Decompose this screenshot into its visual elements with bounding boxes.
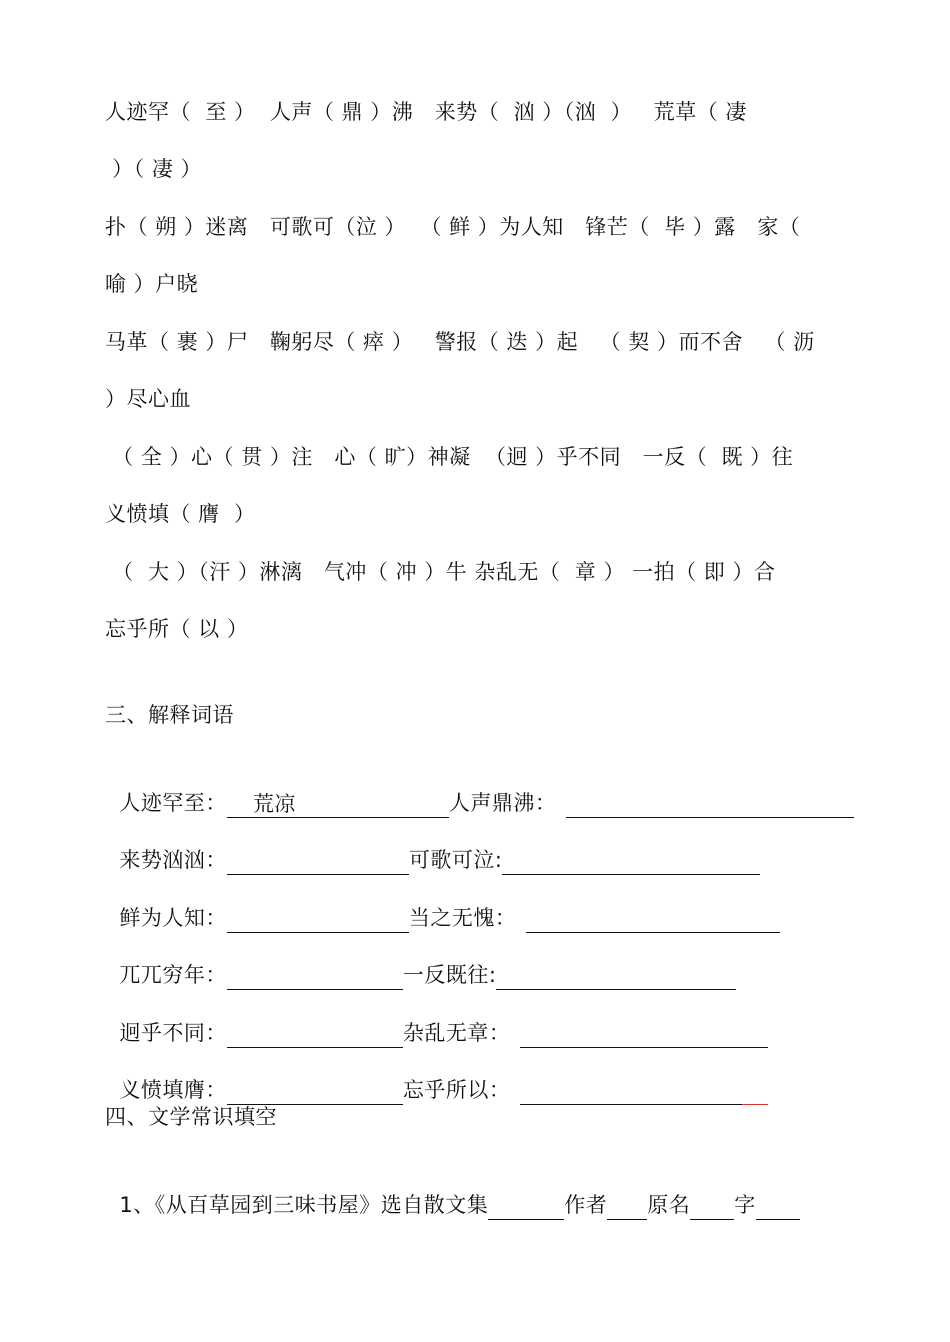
original-name-label: 原名: [647, 1193, 691, 1217]
item-prefix: 1、《从百草园到三味书屋》选自散文集: [119, 1193, 489, 1217]
section-3-heading: 三、解释词语: [105, 703, 234, 727]
term-label: 杂乱无章：: [402, 1021, 511, 1045]
section-4-heading: 四、文学常识填空: [105, 1105, 277, 1129]
answer-blank[interactable]: [227, 965, 403, 990]
red-mark: [742, 1080, 768, 1105]
term-label: 一反既往:: [402, 963, 497, 987]
term-label: 迥乎不同：: [119, 1021, 227, 1045]
idiom-line-6: ）尽心血: [105, 387, 191, 411]
definition-row: [105, 1045, 768, 1105]
answer-blank[interactable]: [520, 1080, 742, 1105]
original-name-blank[interactable]: [690, 1195, 734, 1220]
term-label: 当之无愧：: [408, 906, 517, 930]
idiom-line-8: 义愤填（ 膺 ）: [105, 502, 256, 526]
definition-row: [105, 873, 780, 933]
term-label: 义愤填膺：: [119, 1078, 227, 1102]
term-label: 可歌可泣:: [408, 848, 503, 872]
term-label: 来势汹汹：: [119, 848, 227, 872]
answer-blank[interactable]: [496, 965, 736, 990]
idiom-line-9: （ 大 ）（汗 ）淋漓 气冲（ 冲 ）牛 杂乱无（ 章 ） 一拍（ 即 ）合: [105, 560, 776, 584]
idiom-line-1: 人迹罕（ 至 ） 人声（ 鼎 ）沸 来势（ 汹 ）（汹 ） 荒草（ 凄: [105, 100, 747, 124]
term-label: 兀兀穷年：: [119, 963, 227, 987]
zi-label: 字: [734, 1193, 756, 1217]
definition-row: [105, 930, 736, 990]
answer-blank[interactable]: [502, 850, 760, 875]
definition-row: [105, 758, 854, 818]
idiom-line-5: 马革（ 裹 ）尸 鞠躬尽（ 瘁 ） 警报（ 迭 ）起 （ 契 ）而不舍 （ 沥: [105, 330, 815, 354]
term-label: 人迹罕至：: [119, 791, 227, 815]
definition-row: [105, 815, 760, 875]
literary-item-1: [105, 1160, 800, 1220]
author-blank[interactable]: [607, 1195, 647, 1220]
term-label: 人声鼎沸：: [448, 791, 557, 815]
term-label: 鲜为人知：: [119, 906, 227, 930]
answer-blank[interactable]: [227, 850, 409, 875]
idiom-line-4: 喻 ）户晓: [105, 272, 199, 296]
term-label: 忘乎所以：: [402, 1078, 511, 1102]
idiom-line-7: （ 全 ）心（ 贯 ）注 心（ 旷）神凝 （迥 ）乎不同 一反（ 既 ）往: [105, 445, 794, 469]
idiom-line-2: ）（ 凄 ）: [105, 157, 203, 181]
collection-blank[interactable]: [488, 1195, 564, 1220]
definition-row: [105, 988, 768, 1048]
idiom-line-10: 忘乎所（ 以 ）: [105, 617, 249, 641]
zi-blank[interactable]: [756, 1195, 800, 1220]
author-label: 作者: [564, 1193, 608, 1217]
idiom-line-3: 扑（ 朔 ）迷离 可歌可（泣 ） （ 鲜 ）为人知 锋芒（ 毕 ）露 家（: [105, 215, 801, 239]
answer-text: 荒凉: [252, 792, 296, 816]
